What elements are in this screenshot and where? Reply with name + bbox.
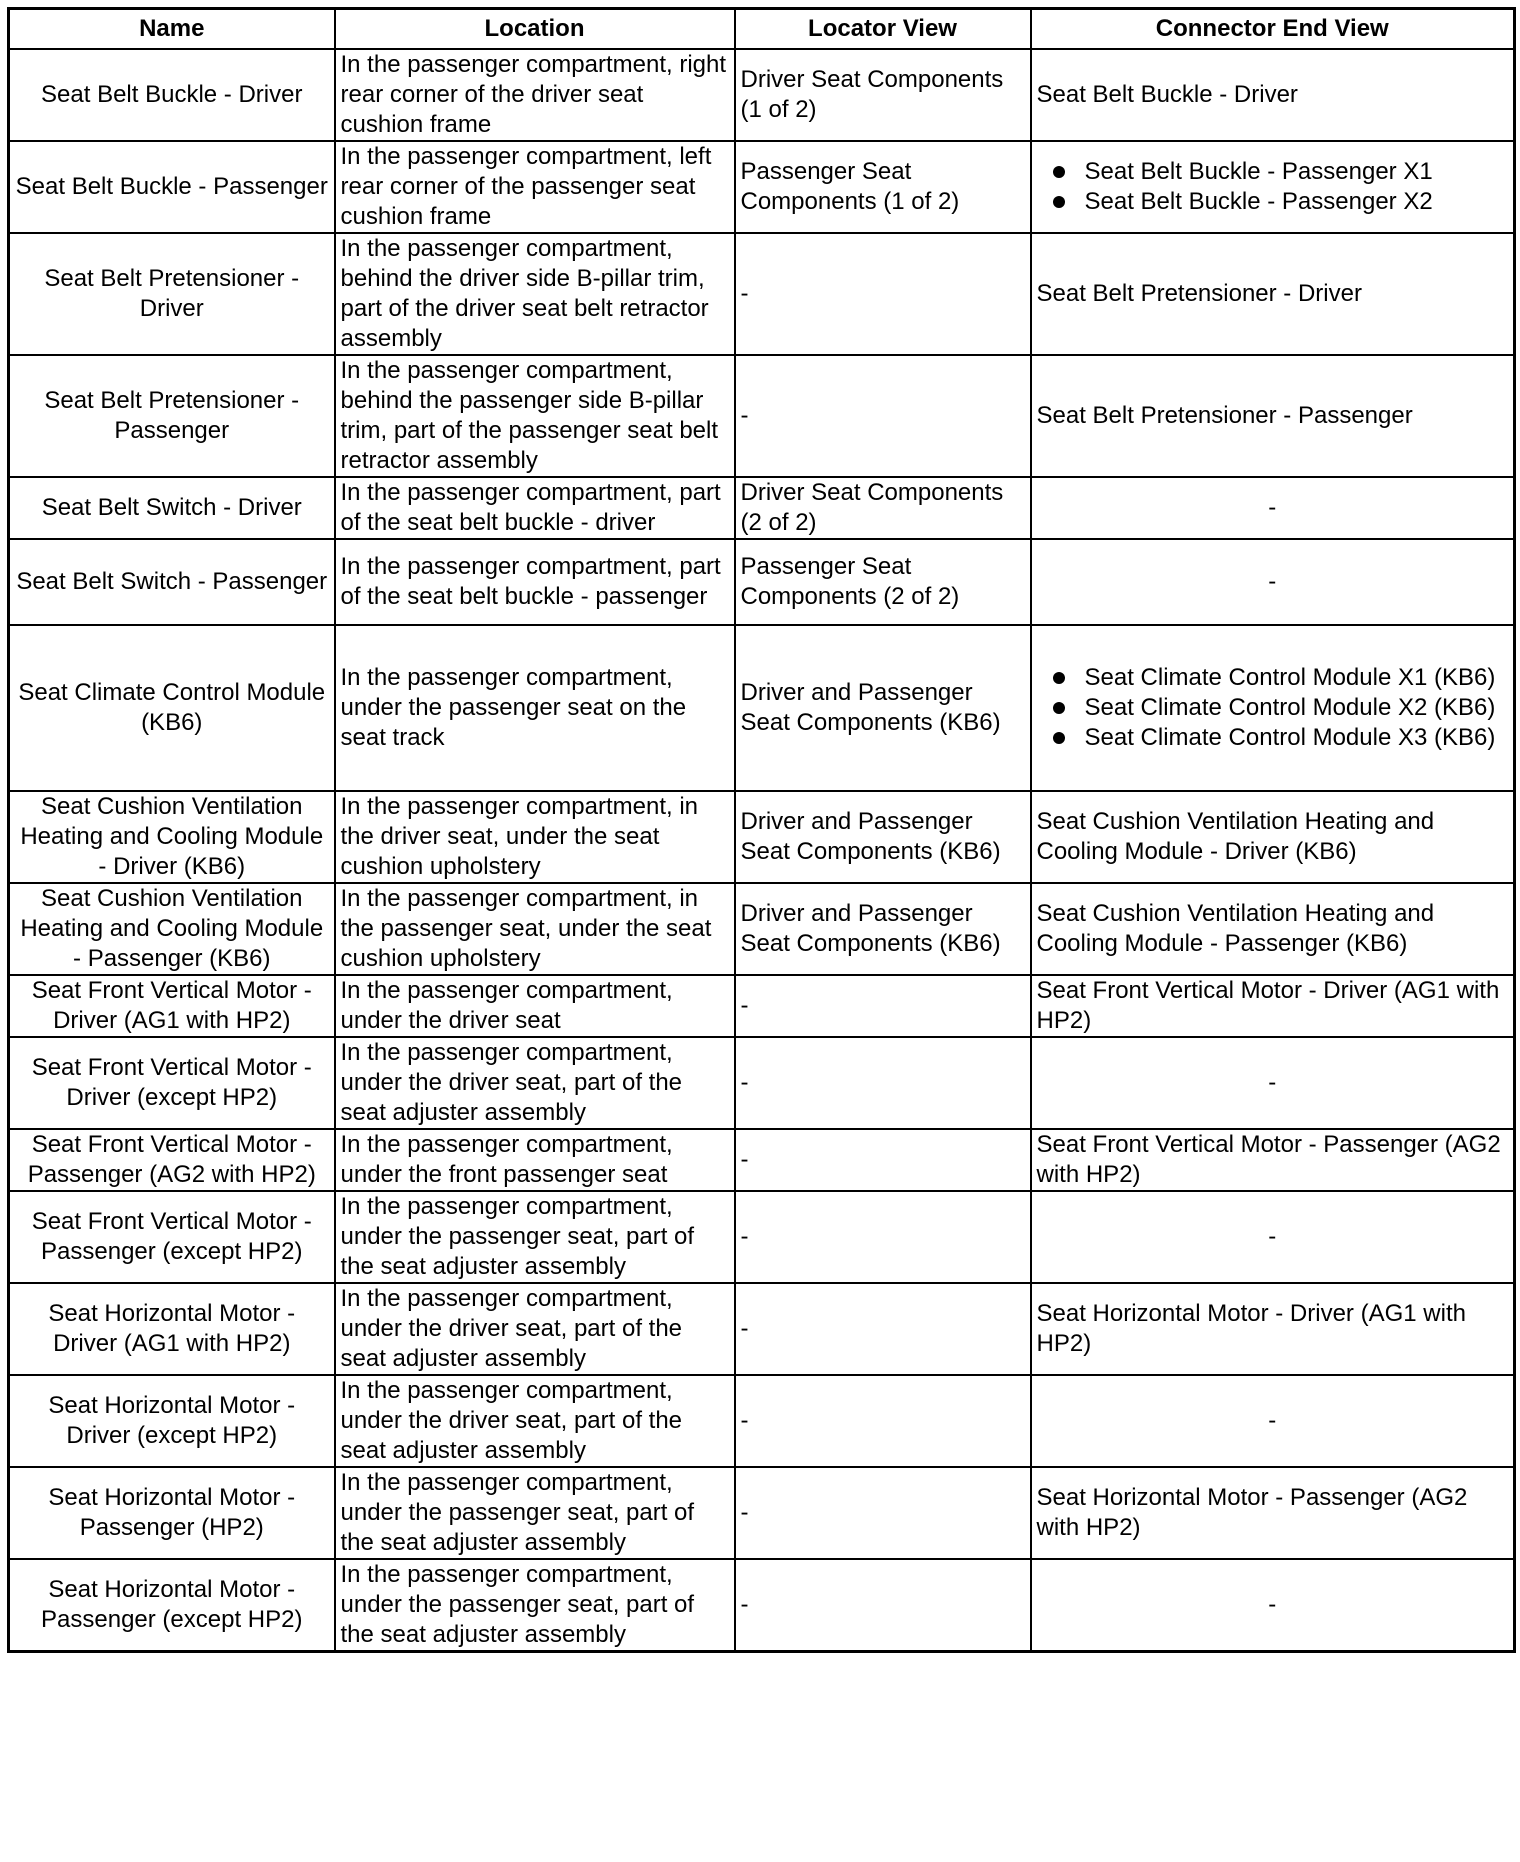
cell-location: In the passenger compartment, behind the passenger side B-pillar trim, part of the passenger seat belt retractor assembly [335, 355, 735, 477]
cell-name: Seat Cushion Ventilation Heating and Cooling Module - Driver (KB6) [9, 791, 335, 883]
table-row [9, 233, 1515, 355]
cell-name: Seat Front Vertical Motor - Passenger (AG2 with HP2) [9, 1129, 335, 1191]
cell-locator-view: Passenger Seat Components (1 of 2) [735, 141, 1031, 233]
connector-text: - [1268, 1069, 1277, 1096]
cell-location: In the passenger compartment, under the passenger seat on the seat track [335, 625, 735, 791]
cell-locator-view: - [735, 1375, 1031, 1467]
cell-connector-end-view [1031, 883, 1515, 975]
cell-locator-view: - [735, 1129, 1031, 1191]
connector-text: - [1268, 568, 1277, 595]
cell-connector-end-view [1031, 539, 1515, 625]
cell-locator-view: - [735, 1283, 1031, 1375]
cell-name: Seat Horizontal Motor - Passenger (HP2) [9, 1467, 335, 1559]
table-row [9, 791, 1515, 883]
component-locator-table [7, 7, 1516, 1653]
cell-location: In the passenger compartment, under the driver seat [335, 975, 735, 1037]
cell-connector-end-view [1031, 975, 1515, 1037]
connector-text: Seat Belt Pretensioner - Driver [1036, 280, 1362, 307]
cell-connector-end-view [1031, 1037, 1515, 1129]
cell-locator-view: - [735, 1467, 1031, 1559]
cell-connector-end-view [1031, 49, 1515, 141]
connector-text: Seat Horizontal Motor - Driver (AG1 with HP2) [1036, 1300, 1466, 1357]
cell-locator-view: Driver and Passenger Seat Components (KB6) [735, 625, 1031, 791]
table-row [9, 1559, 1515, 1652]
cell-connector-end-view [1031, 233, 1515, 355]
cell-locator-view: Driver Seat Components (1 of 2) [735, 49, 1031, 141]
cell-location: In the passenger compartment, under the driver seat, part of the seat adjuster assembly [335, 1037, 735, 1129]
header-row [9, 9, 1515, 50]
cell-name: Seat Front Vertical Motor - Driver (AG1 with HP2) [9, 975, 335, 1037]
connector-list-item: Seat Climate Control Module X1 (KB6) [1085, 663, 1509, 693]
cell-name: Seat Horizontal Motor - Passenger (except HP2) [9, 1559, 335, 1652]
connector-text: Seat Cushion Ventilation Heating and Cooling Module - Driver (KB6) [1036, 808, 1435, 865]
table-row [9, 975, 1515, 1037]
connector-list-item: Seat Climate Control Module X2 (KB6) [1085, 693, 1509, 723]
connector-list-item: Seat Climate Control Module X3 (KB6) [1085, 723, 1509, 753]
table-row [9, 49, 1515, 141]
header-location: Location [335, 9, 735, 50]
cell-name: Seat Belt Pretensioner - Passenger [9, 355, 335, 477]
cell-location: In the passenger compartment, part of the seat belt buckle - driver [335, 477, 735, 539]
cell-location: In the passenger compartment, right rear corner of the driver seat cushion frame [335, 49, 735, 141]
header-name: Name [9, 9, 335, 50]
table-row [9, 1467, 1515, 1559]
cell-name: Seat Belt Switch - Passenger [9, 539, 335, 625]
table-row [9, 477, 1515, 539]
cell-location: In the passenger compartment, under the front passenger seat [335, 1129, 735, 1191]
cell-name: Seat Belt Buckle - Driver [9, 49, 335, 141]
table-row [9, 141, 1515, 233]
cell-name: Seat Horizontal Motor - Driver (except HP2) [9, 1375, 335, 1467]
cell-name: Seat Horizontal Motor - Driver (AG1 with HP2) [9, 1283, 335, 1375]
table-body [9, 49, 1515, 1652]
cell-connector-end-view [1031, 1191, 1515, 1283]
connector-text: Seat Front Vertical Motor - Passenger (AG2 with HP2) [1036, 1131, 1501, 1188]
cell-location: In the passenger compartment, part of the seat belt buckle - passenger [335, 539, 735, 625]
cell-location: In the passenger compartment, in the driver seat, under the seat cushion upholstery [335, 791, 735, 883]
table-row [9, 883, 1515, 975]
connector-text: - [1268, 494, 1277, 521]
connector-text: Seat Cushion Ventilation Heating and Cooling Module - Passenger (KB6) [1036, 900, 1435, 957]
cell-location: In the passenger compartment, under the driver seat, part of the seat adjuster assembly [335, 1283, 735, 1375]
connector-list [1037, 157, 1509, 217]
table-row [9, 1037, 1515, 1129]
connector-text: Seat Horizontal Motor - Passenger (AG2 with HP2) [1036, 1484, 1468, 1541]
cell-location: In the passenger compartment, under the passenger seat, part of the seat adjuster assembly [335, 1467, 735, 1559]
cell-locator-view: - [735, 355, 1031, 477]
connector-text: - [1268, 1223, 1277, 1250]
connector-list-item: Seat Belt Buckle - Passenger X2 [1085, 187, 1509, 217]
cell-location: In the passenger compartment, under the passenger seat, part of the seat adjuster assembly [335, 1191, 735, 1283]
connector-list-item: Seat Belt Buckle - Passenger X1 [1085, 157, 1509, 187]
cell-location: In the passenger compartment, in the passenger seat, under the seat cushion upholstery [335, 883, 735, 975]
cell-connector-end-view [1031, 355, 1515, 477]
cell-location: In the passenger compartment, left rear corner of the passenger seat cushion frame [335, 141, 735, 233]
cell-connector-end-view [1031, 1467, 1515, 1559]
cell-location: In the passenger compartment, behind the driver side B-pillar trim, part of the driver seat belt retractor assembly [335, 233, 735, 355]
header-connector-end-view: Connector End View [1031, 9, 1515, 50]
table-row [9, 355, 1515, 477]
table-row [9, 625, 1515, 791]
cell-locator-view: Driver and Passenger Seat Components (KB6) [735, 883, 1031, 975]
connector-text: Seat Front Vertical Motor - Driver (AG1 with HP2) [1036, 977, 1500, 1034]
cell-connector-end-view [1031, 1283, 1515, 1375]
cell-locator-view: Passenger Seat Components (2 of 2) [735, 539, 1031, 625]
cell-connector-end-view [1031, 791, 1515, 883]
table-row [9, 1283, 1515, 1375]
table-row [9, 1375, 1515, 1467]
cell-name: Seat Belt Pretensioner - Driver [9, 233, 335, 355]
cell-name: Seat Belt Switch - Driver [9, 477, 335, 539]
cell-connector-end-view [1031, 1129, 1515, 1191]
cell-locator-view: Driver and Passenger Seat Components (KB6) [735, 791, 1031, 883]
cell-locator-view: Driver Seat Components (2 of 2) [735, 477, 1031, 539]
cell-name: Seat Front Vertical Motor - Passenger (except HP2) [9, 1191, 335, 1283]
cell-name: Seat Cushion Ventilation Heating and Cooling Module - Passenger (KB6) [9, 883, 335, 975]
connector-text: - [1268, 1591, 1277, 1618]
table-row [9, 539, 1515, 625]
connector-text: Seat Belt Pretensioner - Passenger [1036, 402, 1413, 429]
cell-locator-view: - [735, 233, 1031, 355]
cell-name: Seat Front Vertical Motor - Driver (except HP2) [9, 1037, 335, 1129]
header-locator-view: Locator View [735, 9, 1031, 50]
table-row [9, 1129, 1515, 1191]
cell-connector-end-view [1031, 477, 1515, 539]
connector-text: Seat Belt Buckle - Driver [1036, 81, 1298, 108]
cell-locator-view: - [735, 1037, 1031, 1129]
connector-text: - [1268, 1407, 1277, 1434]
cell-locator-view: - [735, 1559, 1031, 1652]
cell-name: Seat Belt Buckle - Passenger [9, 141, 335, 233]
cell-connector-end-view [1031, 1375, 1515, 1467]
cell-name: Seat Climate Control Module (KB6) [9, 625, 335, 791]
cell-locator-view: - [735, 975, 1031, 1037]
cell-locator-view: - [735, 1191, 1031, 1283]
table-row [9, 1191, 1515, 1283]
cell-connector-end-view [1031, 625, 1515, 791]
cell-connector-end-view [1031, 1559, 1515, 1652]
connector-list [1037, 663, 1509, 753]
cell-location: In the passenger compartment, under the driver seat, part of the seat adjuster assembly [335, 1375, 735, 1467]
cell-connector-end-view [1031, 141, 1515, 233]
component-locator-table-container [7, 7, 1513, 1653]
cell-location: In the passenger compartment, under the passenger seat, part of the seat adjuster assembly [335, 1559, 735, 1652]
